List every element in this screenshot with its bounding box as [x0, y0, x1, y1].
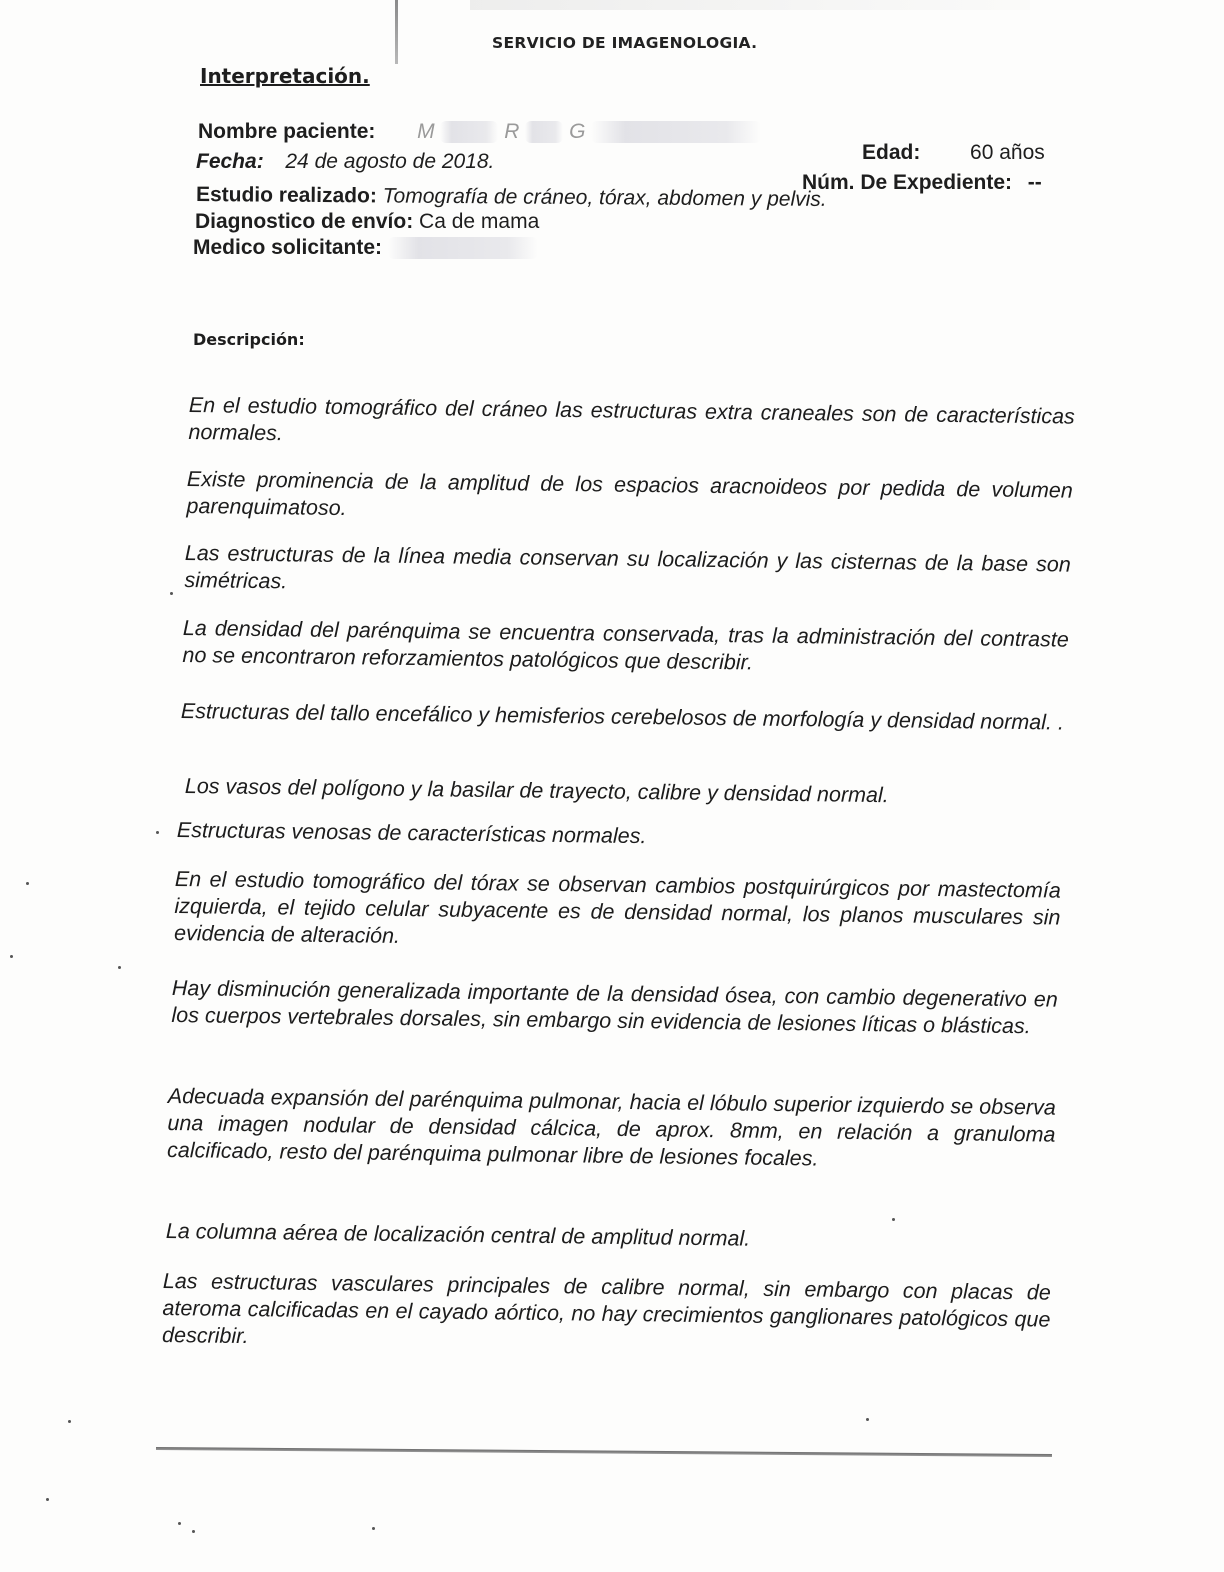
description-paragraph: En el estudio tomográfico del tórax se observan cambios postquirúrgicos por mastectomía izquierda, el tejido celular subyacente es de densidad normal, los planos musculares sin evidencia de alteración.: [173, 866, 1061, 948]
study-value: Tomografía de cráneo, tórax, abdomen y pelvis.: [382, 184, 827, 211]
description-paragraph: Los vasos del polígono y la basilar de trayecto, calibre y densidad normal.: [184, 773, 889, 808]
description-paragraph: Adecuada expansión del parénquima pulmonar, hacia el lóbulo superior izquierdo se observa una imagen nodular de densidad cálcica, de aprox. 8mm, en relación a granuloma calcificado, resto del parénquima pulmonar libre de lesiones focales.: [166, 1083, 1056, 1171]
description-paragraph: Estructuras venosas de características normales.: [176, 817, 647, 849]
scan-speck: [156, 831, 159, 834]
scan-speck: [170, 592, 173, 595]
scan-speck: [372, 1527, 375, 1530]
patient-name-fragment: G: [569, 120, 586, 143]
record-row: [802, 171, 1042, 195]
description-paragraph: Hay disminución generalizada importante de la densidad ósea, con cambio degenerativo en los cuerpos vertebrales dorsales, sin embargo sin evidencia de lesiones líticas o blásticas.: [171, 975, 1058, 1039]
record-value: --: [1027, 171, 1042, 194]
redaction: [525, 121, 563, 143]
study-row: [196, 183, 827, 212]
record-label: Núm. De Expediente:: [802, 171, 1013, 194]
age-value: 60 años: [970, 141, 1045, 164]
redaction: [388, 237, 538, 259]
description-label: Descripción:: [193, 330, 305, 349]
scan-speck: [118, 966, 121, 969]
footer-divider: [156, 1447, 1052, 1457]
date-row: [196, 150, 494, 174]
scan-speck: [68, 1420, 71, 1423]
scan-speck: [178, 1522, 181, 1525]
age-row: [862, 141, 1045, 165]
redaction: [440, 121, 498, 143]
physician-row: [193, 236, 538, 260]
description-paragraph: La columna aérea de localización central de amplitud normal.: [165, 1218, 751, 1251]
scan-speck: [26, 882, 29, 885]
scan-line: [395, 0, 398, 64]
age-label: Edad:: [862, 141, 921, 164]
patient-name-fragment: R: [504, 120, 520, 143]
scan-speck: [892, 1218, 895, 1221]
diagnosis-value: Ca de mama: [419, 210, 540, 233]
scan-smudge: [470, 0, 1030, 10]
description-paragraph: En el estudio tomográfico del cráneo las estructuras extra craneales son de características normales.: [188, 392, 1075, 446]
patient-name-row: [198, 120, 761, 144]
scan-speck: [192, 1530, 195, 1533]
redaction: [591, 121, 761, 143]
patient-name-fragment: M: [417, 120, 435, 143]
description-paragraph: Estructuras del tallo encefálico y hemisferios cerebelosos de morfología y densidad normal. .: [180, 698, 1065, 735]
patient-name-label: Nombre paciente:: [198, 120, 376, 143]
diagnosis-row: [195, 210, 539, 234]
scan-speck: [866, 1418, 869, 1421]
service-title: SERVICIO DE IMAGENOLOGIA.: [492, 34, 758, 52]
scan-speck: [46, 1498, 49, 1501]
date-label: Fecha:: [196, 150, 264, 173]
description-paragraph: Las estructuras de la línea media conservan su localización y las cisternas de la base son simétricas.: [184, 540, 1071, 594]
description-paragraph: Existe prominencia de la amplitud de los espacios aracnoideos por pedida de volumen parenquimatoso.: [186, 466, 1073, 521]
study-label: Estudio realizado:: [195, 183, 377, 208]
description-paragraph: Las estructuras vasculares principales de calibre normal, sin embargo con placas de ateroma calcificadas en el cayado aórtico, no hay crecimientos ganglionares patológicos que describir.: [161, 1268, 1051, 1349]
scan-speck: [10, 955, 13, 958]
date-value: 24 de agosto de 2018.: [285, 150, 495, 173]
diagnosis-label: Diagnostico de envío:: [195, 210, 414, 233]
interpretation-title: Interpretación.: [200, 64, 370, 88]
physician-label: Medico solicitante:: [193, 236, 383, 259]
description-paragraph: La densidad del parénquima se encuentra conservada, tras la administración del contraste no se encontraron reforzamientos patológicos que describir.: [182, 615, 1069, 675]
